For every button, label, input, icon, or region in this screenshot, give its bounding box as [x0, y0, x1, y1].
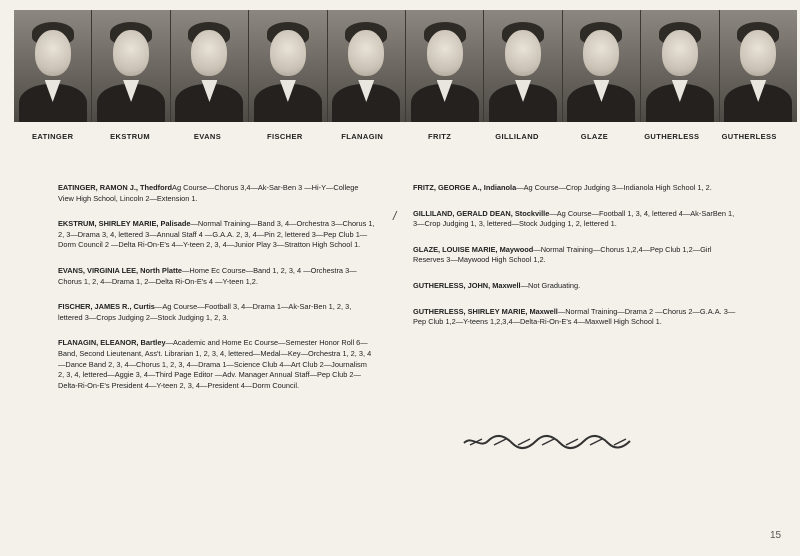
- student-activities: Ag Course—Chorus 3,4—Ak-Sar-Ben 3 —Hi-Y—College View High School, Lincoln 2—Extension 1.: [58, 183, 359, 203]
- student-activities: —Ag Course—Football 1, 3, 4, lettered 4—Ak-SarBen 1, 3—Crop Judging 1, 3, lettered—Stock Judging 1, 2, lettered 1.: [413, 208, 735, 229]
- student-activities: —Normal Training—Chorus 1,2,4—Pep Club 1,2—Girl Reserves 3—Maywood High School 1,2.: [413, 244, 712, 265]
- student-activities: —Normal Training—Drama 2 —Chorus 2—G.A.A. 3—Pep Club 1,2—Y-teens 1,2,3,4—Delta-Ri-On-E's 4—Maxwell High School 1.: [413, 306, 736, 327]
- portrait-name: GUTHERLESS: [644, 132, 700, 141]
- decorative-flourish-icon: [462, 431, 632, 453]
- student-name: GILLILAND, GERALD DEAN, Stockville: [413, 208, 550, 218]
- student-activities: —Ag Course—Football 3, 4—Drama 1—Ak-Sar-Ben 1, 2, 3, lettered 3—Crops Judging 2—Stock Judging 1, 2, 3.: [58, 302, 352, 322]
- student-activities: —Home Ec Course—Band 1, 2, 3, 4 —Orchestra 3—Chorus 1, 2, 4—Drama 1, 2—Delta Ri-On-E's 4 —Y-teen 1,2.: [58, 265, 357, 286]
- biography-entry: [58, 183, 375, 204]
- portrait-row: [14, 10, 788, 122]
- biography-column-left: [58, 183, 375, 406]
- portrait-photo: [92, 10, 170, 122]
- biography-entry: [413, 183, 738, 194]
- student-name: GLAZE, LOUISE MARIE, Maywood: [413, 244, 534, 254]
- portrait-photo: [563, 10, 641, 122]
- biography-entry: [58, 338, 375, 391]
- portrait-names: [14, 132, 788, 141]
- biography-entry: [58, 302, 375, 323]
- portrait-name: GILLILAND: [495, 132, 539, 141]
- student-name: GUTHERLESS, JOHN, Maxwell: [413, 280, 521, 290]
- biography-entry: [58, 219, 375, 251]
- portrait-photo: [171, 10, 249, 122]
- pencil-mark: /: [393, 209, 397, 223]
- student-name: GUTHERLESS, SHIRLEY MARIE, Maxwell: [413, 306, 558, 316]
- portrait-name: EKSTRUM: [110, 132, 151, 141]
- page-number: 15: [770, 530, 782, 541]
- student-activities: —Not Graduating.: [520, 280, 581, 290]
- portrait-name: GLAZE: [580, 132, 609, 141]
- portrait-name: FRITZ: [428, 132, 452, 141]
- biography-entry: [413, 209, 738, 230]
- student-activities: —Academic and Home Ec Course—Semester Honor Roll 6—Band, Second Lieutenant, Ass't. Librarian 1, 2, 3, 4, lettered—Medal—Key—Orchestra 1, 2, 3, 4—Dance Band 2, 3, 4—Chorus 1, 2, 3, 4—Drama 1—Science Club 4—Art Club 2—Journalism 2, 3, 4, lettered—Aggie 3, 4—Third Page Editor —Adv. Manager Annual Staff—Pep Club 2—Delta-Ri-On-E's President 4—Y-teen 2, 3, 4—President 4—Dorm Council.: [58, 338, 372, 390]
- biography-entry: [58, 266, 375, 287]
- portrait-name: EVANS: [193, 132, 222, 141]
- biography-entry: [413, 245, 738, 266]
- student-name: FRITZ, GEORGE A., Indianola: [413, 183, 517, 192]
- biography-entry: [413, 307, 738, 328]
- biography-column-right: [413, 183, 738, 343]
- portrait-photo: [484, 10, 562, 122]
- biography-entry: [413, 281, 738, 292]
- portrait-name: FLANAGIN: [341, 132, 384, 141]
- portrait-photo: [14, 10, 92, 122]
- portrait-name: FISCHER: [267, 132, 303, 141]
- portrait-photo: [720, 10, 797, 122]
- student-name: FISCHER, JAMES R., Curtis: [58, 302, 155, 312]
- portrait-photo: [328, 10, 406, 122]
- student-name: FLANAGIN, ELEANOR, Bartley: [58, 338, 166, 348]
- student-name: EKSTRUM, SHIRLEY MARIE, Palisade: [58, 219, 191, 229]
- portrait-photo: [249, 10, 327, 122]
- portrait-name: EATINGER: [31, 132, 74, 141]
- student-activities: —Normal Training—Band 3, 4—Orchestra 3—Chorus 1, 2, 3—Drama 3, 4, lettered 3—Annual Staff 4 —G.A.A. 2, 3, 4—Pin 2, lettered 3—Pep Club 1—Dorm Council 2 —Delta Ri-On-E's 4—Y-teen 2, 3, 4—Junior Play 3—Stratton High School 1.: [58, 219, 375, 250]
- student-name: EVANS, VIRGINIA LEE, North Platte: [58, 265, 183, 275]
- student-activities: —Ag Course—Crop Judging 3—Indianola High School 1, 2.: [516, 183, 712, 192]
- portrait-photo: [406, 10, 484, 122]
- portrait-photo: [641, 10, 719, 122]
- portrait-name: GUTHERLESS: [721, 132, 777, 141]
- student-name: EATINGER, RAMON J., Thedford: [58, 183, 173, 192]
